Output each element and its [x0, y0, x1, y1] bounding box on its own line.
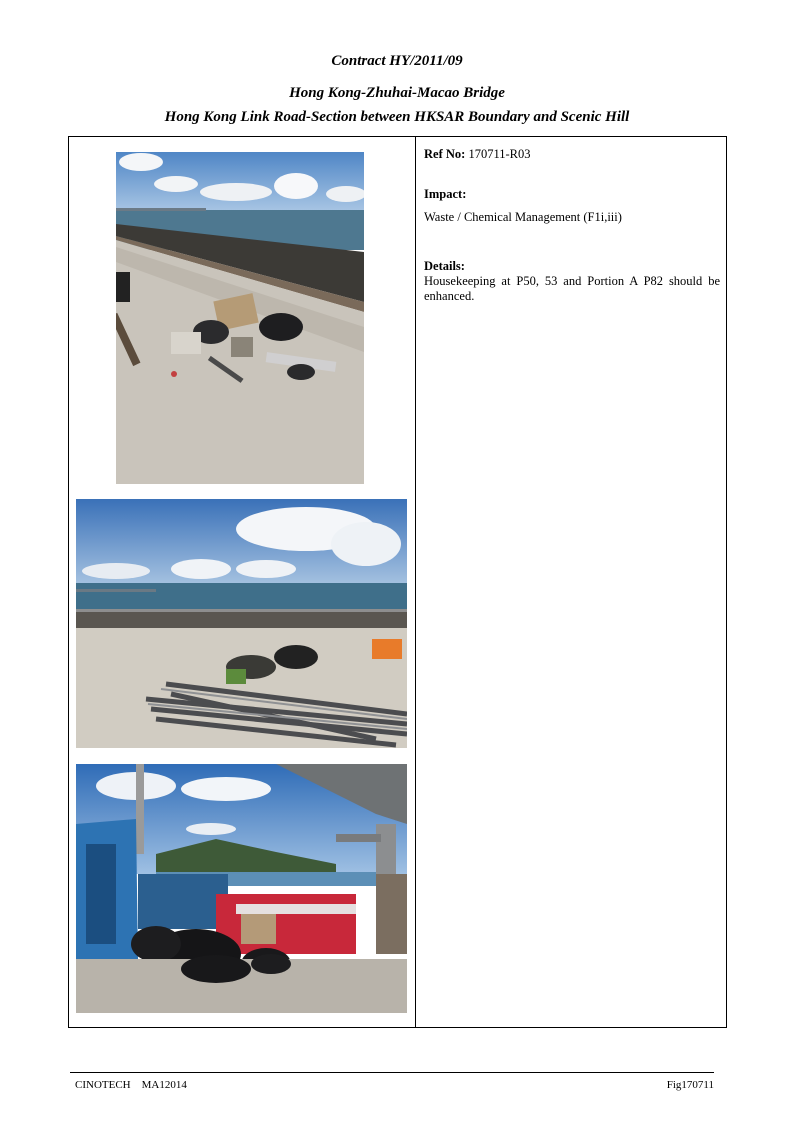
site-photo-2: [76, 499, 407, 748]
section-title: Hong Kong Link Road-Section between HKSAR Boundary and Scenic Hill: [164, 109, 630, 125]
ref-value: 170711-R03: [468, 147, 531, 161]
footer-company: CINOTECH MA12014: [75, 1079, 187, 1091]
footer-figure-number: Fig170711: [666, 1079, 714, 1091]
site-photo-1: [116, 152, 364, 484]
details-heading: Details:: [424, 259, 465, 273]
site-photo-3: [76, 764, 407, 1013]
details-value: Housekeeping at P50, 53 and Portion A P82 should be enhanced.: [424, 274, 720, 303]
footer-rule: [70, 1072, 714, 1073]
ref-number: [424, 147, 720, 162]
impact-value: Waste / Chemical Management (F1i,iii): [424, 210, 622, 224]
column-divider: [415, 136, 416, 1028]
project-title: Hong Kong-Zhuhai-Macao Bridge: [289, 85, 505, 101]
ref-label: Ref No:: [424, 147, 466, 161]
impact-heading: Impact:: [424, 187, 467, 201]
contract-title: Contract HY/2011/09: [331, 53, 463, 69]
